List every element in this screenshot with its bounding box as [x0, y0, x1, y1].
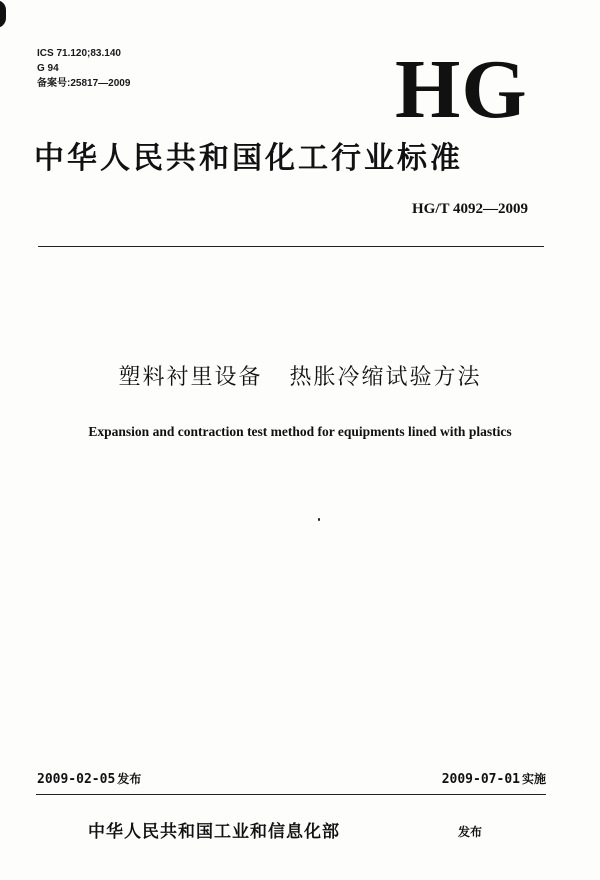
- ics-code: ICS 71.120;83.140: [37, 48, 121, 59]
- classification-block: [37, 46, 130, 91]
- scan-corner-mark: [0, 0, 6, 28]
- publisher-name: 中华人民共和国工业和信息化部: [88, 822, 340, 842]
- implementation-label: 实施: [521, 772, 546, 786]
- issue-date: 2009-02-05: [37, 772, 116, 787]
- scan-speck: [318, 518, 320, 521]
- record-number: 备案号:25817—2009: [37, 78, 131, 89]
- header-divider: [38, 246, 544, 247]
- publisher-suffix: 发布: [458, 825, 483, 839]
- standard-number: HG/T 4092—2009: [412, 201, 528, 217]
- standard-type-heading: 中华人民共和国化工行业标准: [34, 141, 463, 176]
- hg-logo: HG: [395, 43, 528, 136]
- footer-divider: [36, 794, 546, 795]
- ccs-code: G 94: [37, 63, 59, 74]
- title-chinese: 塑料衬里设备 热胀冷缩试验方法: [118, 365, 482, 390]
- implementation-date-line: [442, 771, 546, 788]
- implementation-date: 2009-07-01: [441, 772, 520, 787]
- title-english: Expansion and contraction test method for equipments lined with plastics: [88, 424, 512, 439]
- issue-date-line: [37, 771, 141, 788]
- issue-label: 发布: [117, 772, 142, 786]
